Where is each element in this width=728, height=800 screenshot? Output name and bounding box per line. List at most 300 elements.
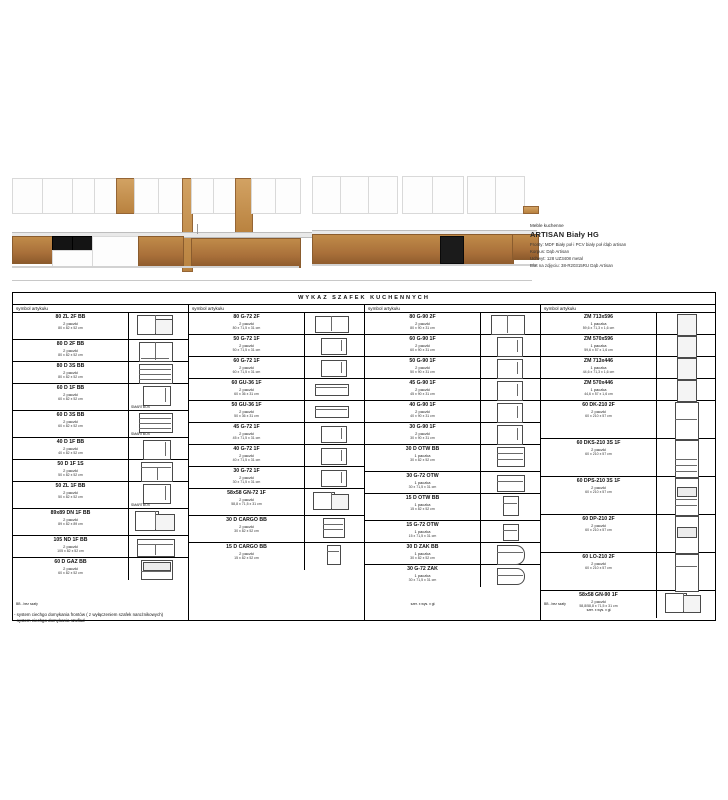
- cabinet-sketch-part: [155, 514, 175, 531]
- spec-handle: Uchwyt: 128 UZ3408 metal: [530, 256, 583, 261]
- dishwasher-panel: [440, 236, 464, 264]
- cabinet-sketch: [657, 439, 716, 476]
- cabinet-sketch-part: [155, 319, 173, 335]
- table-row: [541, 477, 716, 515]
- cabinet-dimensions: 44,6 x 71,3 x 1,6 cm: [582, 370, 615, 374]
- cabinet-symbol: 60 D GAZ BB: [54, 559, 87, 565]
- spec-body: Korpus: Dąb Artisan: [530, 249, 570, 254]
- cabinet-info-cell: [189, 357, 305, 378]
- wall-cab-right-7: [495, 176, 525, 214]
- table-row: [365, 423, 540, 445]
- cabinet-sketch: [657, 335, 716, 356]
- table-row: [365, 313, 540, 335]
- cabinet-sketch-line: [675, 419, 697, 420]
- table-row: [365, 472, 540, 494]
- cabinet-packs: 2 paczki: [591, 447, 606, 452]
- cabinet-sketch-part: [675, 402, 699, 440]
- cabinet-dimensions: 60 x 210 x 57 cm: [585, 452, 612, 456]
- cabinet-dimensions: 60 x 82 x 52 cm: [58, 397, 83, 401]
- cabinet-list-table: [12, 292, 716, 621]
- cabinet-packs: 1 paczka: [414, 529, 431, 534]
- cabinet-sketch: [129, 362, 188, 383]
- cabinet-packs: 2 paczki: [239, 431, 254, 436]
- wall-shelf-right-end: [523, 206, 539, 214]
- cabinet-symbol: 45 G-72 1F: [233, 424, 260, 430]
- cabinet-info-cell: [365, 335, 481, 356]
- table-row: [541, 335, 716, 357]
- cabinet-sketch: [657, 379, 716, 400]
- cabinet-sketch: [657, 357, 716, 378]
- cabinet-symbol: 80 G-72 2F: [233, 314, 260, 320]
- cabinet-symbol: 15 D CARGO BB: [226, 544, 267, 550]
- wall-cab-right-1: [312, 176, 342, 214]
- cabinet-sketch: [657, 591, 716, 618]
- table-row: [13, 460, 188, 482]
- cabinet-packs: 2 paczki: [239, 343, 254, 348]
- cabinet-sketch-line: [675, 505, 697, 506]
- cabinet-sketch-line: [315, 387, 347, 388]
- cabinet-dimensions: 60 x 210 x 57 cm: [585, 490, 612, 494]
- cabinet-packs: 2 paczki: [239, 551, 254, 556]
- cabinet-dimensions: 45 x 90 x 31 cm: [410, 392, 435, 396]
- cabinet-sketch-line: [139, 369, 171, 370]
- cabinet-sketch: [481, 472, 540, 493]
- cabinet-info-cell: [541, 439, 657, 476]
- cabinet-info-cell: [541, 401, 657, 438]
- column-1-header: symbol artykułu: [13, 305, 188, 313]
- cabinet-packs: 2 paczki: [63, 490, 78, 495]
- cabinet-symbol: 30 G-90 1F: [409, 424, 436, 430]
- cabinet-symbol: 40 D 1F BB: [56, 439, 85, 445]
- cabinet-sketch-line: [497, 575, 523, 576]
- cabinet-sketch-part: [683, 595, 701, 613]
- cabinet-dimensions: 58,8 x 71,5 x 31 cm: [231, 502, 262, 506]
- cabinet-sketch-part: [677, 336, 697, 358]
- cabinet-packs: 2 paczki: [591, 561, 606, 566]
- wall-cab-right-5: [432, 176, 464, 214]
- cabinet-dimensions: 50 x 82 x 52 cm: [58, 495, 83, 499]
- cabinet-sketch-part: [503, 496, 519, 516]
- cabinet-packs: 1 paczka: [414, 551, 431, 556]
- table-row: [189, 357, 364, 379]
- cabinet-packs: 2 paczki: [63, 544, 78, 549]
- cabinet-info-cell: [365, 494, 481, 520]
- table-row: [13, 509, 188, 536]
- cabinet-info-cell: [365, 543, 481, 564]
- cabinet-dimensions: 15 x 82 x 52 cm: [234, 556, 259, 560]
- cabinet-packs: 2 paczki: [591, 523, 606, 528]
- cabinet-sketch-line: [517, 340, 518, 352]
- cabinet-symbol: ZM 713x596: [583, 314, 614, 320]
- cabinet-sketch-line: [323, 524, 343, 525]
- table-row: [365, 565, 540, 587]
- cabinet-sketch-part: [497, 359, 523, 379]
- cabinet-sketch-line: [517, 406, 518, 418]
- cabinet-dimensions: 60 x 210 x 57 cm: [585, 528, 612, 532]
- cabinet-symbol: 60 DPS-210 3S 1F: [576, 478, 621, 484]
- cabinet-symbol: 50 ZL 1F BB: [55, 483, 86, 489]
- table-row: [365, 494, 540, 521]
- cabinet-sketch-line: [165, 486, 166, 500]
- table-row: [189, 543, 364, 570]
- cabinet-sketch: [481, 543, 540, 564]
- table-row: [365, 445, 540, 472]
- cabinet-sketch: [481, 494, 540, 520]
- cabinet-info-cell: [13, 340, 129, 361]
- table-row: [365, 379, 540, 401]
- cabinet-packs: 2 paczki: [415, 409, 430, 414]
- cabinet-packs: 2 paczki: [63, 517, 78, 522]
- cabinet-dimensions: 80 x 82 x 52 cm: [58, 353, 83, 357]
- cabinet-symbol: 89x89 DN 1F BB: [50, 510, 91, 516]
- cabinet-info-cell: [541, 477, 657, 514]
- cabinet-packs: 1 paczka: [590, 321, 607, 326]
- cabinet-sketch-line: [341, 450, 342, 461]
- plinth-left: [12, 266, 299, 268]
- cabinet-sketch-line: [341, 362, 342, 373]
- cabinet-sketch-part: [677, 380, 697, 402]
- cabinet-info-cell: [13, 384, 129, 410]
- table-column-2: [189, 305, 365, 620]
- cabinet-sketch: [129, 482, 188, 508]
- wall-cab-mid-1: [191, 178, 215, 214]
- cabinet-sketch: [129, 509, 188, 535]
- cabinet-sketch: [305, 543, 364, 570]
- cabinet-sketch: [481, 379, 540, 400]
- cabinet-packs: 1 paczka: [414, 573, 431, 578]
- table-row: [365, 357, 540, 379]
- cabinet-sketch-line: [139, 418, 171, 419]
- wall-cab-left-6: [158, 178, 184, 214]
- cabinet-sketch-part: [491, 315, 525, 335]
- cabinet-sketch: [481, 423, 540, 444]
- cabinet-sketch-part: [137, 539, 175, 557]
- cabinet-dimensions: 30 x 71,5 x 31 cm: [232, 480, 261, 484]
- cabinet-sketch-line: [141, 358, 169, 359]
- cabinet-packs: 2 paczki: [591, 409, 606, 414]
- cabinet-sketch-line: [683, 593, 684, 611]
- cabinet-sketch-line: [675, 471, 697, 472]
- cabinet-sketch-line: [675, 459, 697, 460]
- cabinet-symbol: 50 G-72 1F: [233, 336, 260, 342]
- cabinet-packs: 1 paczka: [414, 480, 431, 485]
- cabinet-sketch: [481, 521, 540, 542]
- cabinet-packs: 2 paczki: [415, 387, 430, 392]
- cabinet-packs: 2 paczki: [415, 321, 430, 326]
- table-row: [189, 467, 364, 489]
- smartbox-tag: SMARTBOX: [131, 405, 150, 409]
- table-row: [365, 335, 540, 357]
- table-column-4: [541, 305, 716, 620]
- cabinet-symbol: 15 G-72 OTW: [406, 522, 439, 528]
- wall-cab-right-2: [340, 176, 370, 214]
- cabinet-dimensions: 89 x 82 x 89 cm: [58, 522, 83, 526]
- cabinet-sketch-line: [141, 467, 171, 468]
- cabinet-sketch-line: [165, 442, 166, 456]
- table-row: [541, 515, 716, 553]
- cabinet-sketch-part: [327, 545, 341, 565]
- cabinet-info-cell: [189, 423, 305, 444]
- wall-cab-right-6: [467, 176, 497, 214]
- cabinet-info-cell: [541, 379, 657, 400]
- cabinet-sketch: [129, 340, 188, 361]
- table-column-3: [365, 305, 541, 620]
- cabinet-info-cell: [189, 401, 305, 422]
- cabinet-packs: 1 paczka: [590, 387, 607, 392]
- cabinet-info-cell: [189, 379, 305, 400]
- cabinet-info-cell: [189, 313, 305, 334]
- cabinet-sketch-line: [675, 566, 697, 567]
- table-row: [541, 379, 716, 401]
- cabinet-sketch-part: [321, 470, 347, 487]
- cabinet-sketch-line: [141, 571, 171, 572]
- column-2-rows: [189, 313, 364, 570]
- cabinet-sketch: [305, 357, 364, 378]
- cabinet-sketch-line: [139, 374, 171, 375]
- faucet: [197, 224, 198, 234]
- cabinet-info-cell: [365, 521, 481, 542]
- cabinet-dimensions: 80 x 90 x 31 cm: [410, 326, 435, 330]
- cabinet-sketch: [129, 313, 188, 339]
- cabinet-info-cell: [365, 445, 481, 471]
- cabinet-dimensions: 60 x 71,5 x 31 cm: [232, 370, 261, 374]
- cabinet-sketch: [657, 477, 716, 514]
- cabinet-dimensions: 50 x 71,5 x 31 cm: [232, 348, 261, 352]
- island-front: [312, 234, 514, 266]
- cabinet-info-cell: [365, 313, 481, 334]
- cabinet-symbol: 80 D 2F BB: [56, 341, 85, 347]
- wall-cab-mid-2: [213, 178, 237, 214]
- cabinet-packs: 2 paczki: [415, 365, 430, 370]
- cabinet-symbol: 58x58 GN-90 1F: [579, 592, 618, 598]
- cabinet-dimensions: 40 x 71,5 x 31 cm: [232, 458, 261, 462]
- cabinet-sketch-part: [315, 384, 349, 396]
- cabinet-symbol: 60 D 1F BB: [56, 385, 85, 391]
- cabinet-sketch-part: [321, 426, 347, 443]
- cabinet-sketch-line: [503, 503, 517, 504]
- cabinet-dimensions: 59,6 x 57 x 1,6 cm: [584, 348, 613, 352]
- cabinet-sketch-line: [155, 511, 156, 529]
- cabinet-sketch: [305, 379, 364, 400]
- cabinet-dimensions: 30 x 71,5 x 31 cm: [408, 578, 437, 582]
- table-row: [189, 313, 364, 335]
- cabinet-sketch-part: [323, 518, 345, 538]
- cabinet-symbol: 45 G-90 1F: [409, 380, 436, 386]
- cabinet-info-cell: [13, 536, 129, 557]
- cabinet-packs: 1 paczka: [590, 343, 607, 348]
- cabinet-sketch-part: [331, 494, 349, 510]
- column-3-rows: [365, 313, 540, 587]
- cabinet-dimensions: 60 x 36 x 31 cm: [234, 392, 259, 396]
- column-4-rows: [541, 313, 716, 618]
- wall-open-shelf-left: [116, 178, 136, 214]
- table-row: [365, 521, 540, 543]
- table-row: [189, 401, 364, 423]
- cabinet-sketch-line: [517, 384, 518, 396]
- cabinet-sketch-part: [143, 386, 171, 406]
- column-4-footnote: BB - bez szafy: [544, 602, 566, 606]
- cabinet-dimensions: 105 x 82 x 52 cm: [57, 549, 84, 553]
- cabinet-packs: 2 paczki: [239, 365, 254, 370]
- cabinet-sketch: [129, 411, 188, 437]
- cabinet-info-cell: [189, 543, 305, 570]
- table-row: [541, 313, 716, 335]
- table-row: [541, 401, 716, 439]
- column-3-header: symbol artykułu: [365, 305, 540, 313]
- cabinet-dimensions: 15 x 71,5 x 31 cm: [408, 534, 437, 538]
- table-row: [189, 516, 364, 543]
- cabinet-sketch-part: [143, 562, 171, 571]
- smartbox-tag: SMARTBOX: [131, 503, 150, 507]
- cabinet-sketch-part: [675, 478, 699, 516]
- cabinet-dimensions: 40 x 90 x 31 cm: [410, 414, 435, 418]
- cabinet-info-cell: [541, 553, 657, 590]
- cabinet-info-cell: [365, 423, 481, 444]
- cabinet-sketch-part: [497, 425, 523, 445]
- wall-cab-right-4: [402, 176, 434, 214]
- cabinet-dimensions: 30 x 82 x 52 cm: [234, 529, 259, 533]
- cabinet-sketch: [129, 438, 188, 459]
- table-row: [189, 379, 364, 401]
- table-row: [13, 482, 188, 509]
- footer-line-1: - system ciechgo domykania frontów ( z wyłączeniem szafek narożnikowych): [14, 612, 164, 617]
- cabinet-sketch: [305, 445, 364, 466]
- cabinet-info-cell: [365, 379, 481, 400]
- cabinet-sketch: [129, 384, 188, 410]
- cabinet-dimensions: 30 x 71,5 x 31 cm: [408, 485, 437, 489]
- plinth-right: [312, 264, 537, 266]
- cabinet-symbol: 80 G-90 2F: [409, 314, 436, 320]
- table-row: [541, 357, 716, 379]
- cabinet-dimensions: 60 x 210 x 57 cm: [585, 414, 612, 418]
- cabinet-sketch-line: [497, 459, 523, 460]
- cabinet-packs: 2 paczki: [63, 370, 78, 375]
- cabinet-packs: 2 paczki: [63, 392, 78, 397]
- wall-cab-left-4: [94, 178, 118, 214]
- cabinet-sketch-line: [675, 465, 697, 466]
- cabinet-packs: 2 paczki: [63, 348, 78, 353]
- cabinet-info-cell: [13, 509, 129, 535]
- cabinet-sketch-part: [677, 358, 697, 380]
- table-row: [365, 401, 540, 423]
- cabinet-symbol: 60 DK-210 2F: [582, 402, 615, 408]
- cabinet-info-cell: [365, 565, 481, 587]
- cabinet-sketch-line: [341, 340, 342, 351]
- cabinet-sketch-part: [677, 487, 697, 497]
- cabinet-sketch-line: [139, 423, 171, 424]
- cabinet-sketch-part: [677, 314, 697, 336]
- cabinet-sketch: [481, 445, 540, 471]
- cabinet-symbol: ZM 570x446: [583, 380, 614, 386]
- cabinet-symbol: 60 G-90 1F: [409, 336, 436, 342]
- cabinet-sketch-line: [323, 529, 343, 530]
- cabinet-sketch: [481, 313, 540, 334]
- cabinet-info-cell: [541, 357, 657, 378]
- cabinet-sketch-line: [139, 379, 171, 380]
- cabinet-info-cell: [13, 362, 129, 383]
- cabinet-info-cell: [13, 313, 129, 339]
- cabinet-packs: 2 paczki: [63, 566, 78, 571]
- cabinet-info-cell: [13, 482, 129, 508]
- cabinet-sketch: [305, 313, 364, 334]
- cabinet-symbol: 50 D 1F 1S: [57, 461, 84, 467]
- cabinet-sketch: [129, 558, 188, 580]
- cabinet-info-cell: [189, 516, 305, 542]
- cabinet-sketch-part: [497, 447, 525, 467]
- cabinet-packs: 2 paczki: [63, 321, 78, 326]
- table-row: [13, 536, 188, 558]
- cabinet-sketch: [129, 536, 188, 557]
- base-run-left: [12, 236, 54, 264]
- table-row: [13, 384, 188, 411]
- cabinet-sketch-part: [497, 337, 523, 357]
- cabinet-dimensions: 60 x 82 x 52 cm: [58, 571, 83, 575]
- cabinet-sketch-line: [497, 552, 523, 553]
- cabinet-symbol: 60 GU-36 1F: [231, 380, 262, 386]
- cabinet-symbol: 30 G-72 ZAK: [407, 566, 438, 572]
- cabinet-info-cell: [541, 313, 657, 334]
- cabinet-symbol: 80 D 3S BB: [56, 363, 85, 369]
- cabinet-packs: 2 paczki: [63, 468, 78, 473]
- footer-notes: [14, 612, 163, 624]
- cabinet-sketch-line: [155, 315, 156, 333]
- column-3-sum-label: szer. x wys. x gł.: [410, 602, 436, 606]
- cabinet-packs: 2 paczki: [239, 453, 254, 458]
- cabinet-sketch-line: [157, 467, 158, 480]
- wall-cab-left-2: [42, 178, 74, 214]
- cabinet-sketch: [481, 565, 540, 587]
- spec-worktop: Blat na zdjęciu: 38-R20315RU Dąb Artisan: [530, 263, 613, 268]
- cabinet-symbol: ZM 570x596: [583, 336, 614, 342]
- cabinet-sketch-line: [331, 316, 332, 331]
- table-row: [365, 543, 540, 565]
- cabinet-info-cell: [13, 558, 129, 580]
- table-row: [13, 411, 188, 438]
- cabinet-dimensions: 30 x 82 x 52 cm: [410, 458, 435, 462]
- footer-line-2: - system ciechgo domykania szuflad: [14, 618, 85, 623]
- cabinet-sketch-line: [517, 362, 518, 374]
- table-row: [189, 445, 364, 467]
- wall-cab-left-1: [12, 178, 44, 214]
- cabinet-dimensions: 44,6 x 57 x 1,6 cm: [584, 392, 613, 396]
- cabinet-sketch: [657, 515, 716, 552]
- cabinet-sketch-part: [497, 403, 523, 423]
- cabinet-symbol: 15 D OTW BB: [405, 495, 440, 501]
- cabinet-packs: 2 paczki: [239, 321, 254, 326]
- cabinet-sketch-part: [675, 554, 699, 592]
- cabinet-info-cell: [189, 467, 305, 488]
- column-4-header: symbol artykułu: [541, 305, 716, 313]
- table-column-1: [13, 305, 189, 620]
- table-row: [189, 489, 364, 516]
- cabinet-dimensions: 60 x 82 x 52 cm: [58, 424, 83, 428]
- cabinet-sketch-line: [507, 315, 508, 333]
- table-row: [13, 362, 188, 384]
- cabinet-symbol: 30 G-72 OTW: [406, 473, 439, 479]
- table-row: [541, 591, 716, 618]
- cabinet-sketch-line: [341, 428, 342, 439]
- cabinet-dimensions: 15 x 82 x 52 cm: [410, 507, 435, 511]
- cabinet-sketch: [305, 467, 364, 488]
- cabinet-sketch-part: [315, 316, 349, 333]
- wall-cab-left-3: [72, 178, 96, 214]
- product-specs: [530, 222, 720, 269]
- cabinet-sketch-part: [677, 527, 697, 538]
- cabinet-packs: 2 paczki: [239, 409, 254, 414]
- cabinet-sketch-part: [503, 524, 519, 541]
- table-row: [189, 335, 364, 357]
- cabinet-sketch-line: [331, 492, 332, 508]
